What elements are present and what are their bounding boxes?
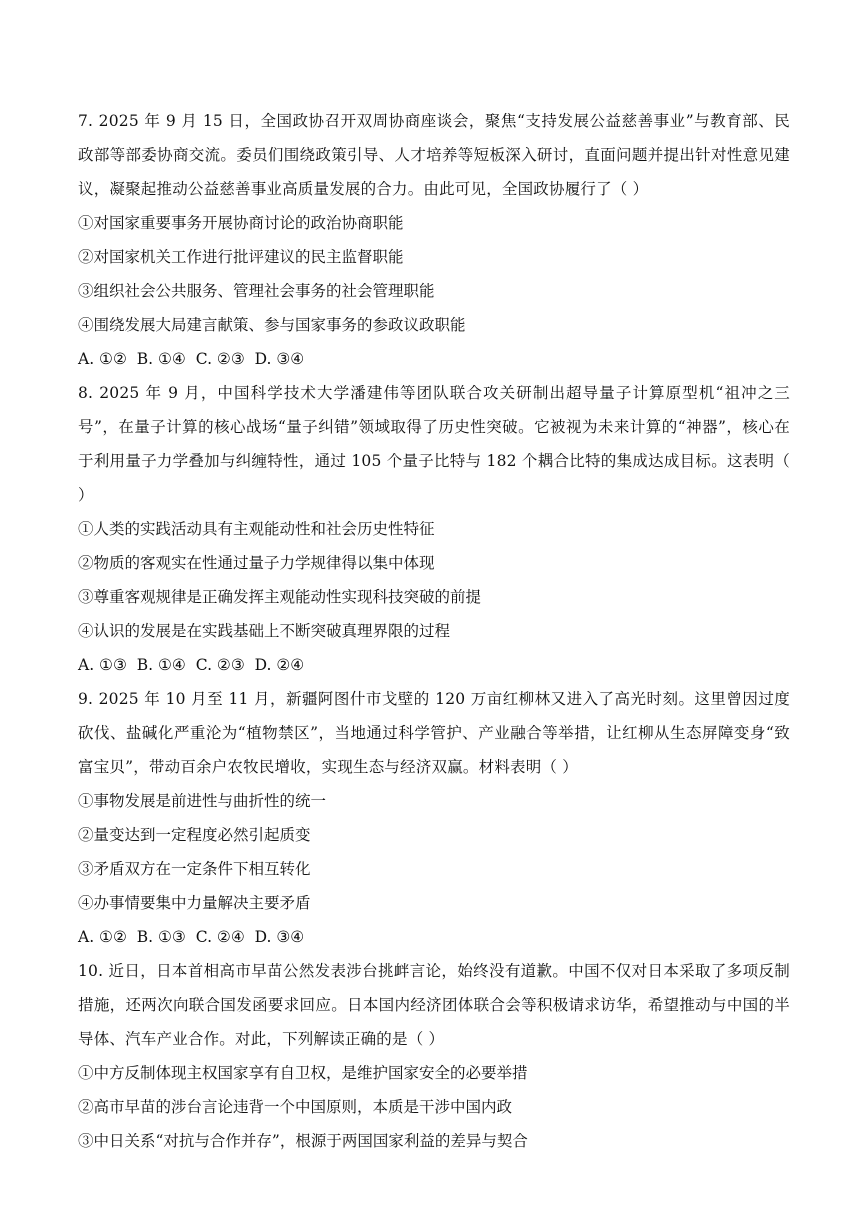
question-stem: 9. 2025 年 10 月至 11 月，新疆阿图什市戈壁的 120 万亩红柳林又进入了高光时刻。这里曾因过度砍伐、盐碱化严重沦为“植物禁区”，当地通过科学管护、产业融合等举措，让红柳从生态屏障变身“致富宝贝”，带动百余户农牧民增收，实现生态与经济双赢。材料表明（ ） (78, 690, 790, 776)
question-8 (78, 376, 790, 682)
statement-1: ①中方反制体现主权国家享有自卫权，是维护国家安全的必要举措 (78, 1064, 528, 1082)
answer-options (78, 342, 790, 376)
statement-2: ②量变达到一定程度必然引起质变 (78, 826, 311, 844)
question-list (78, 104, 790, 1158)
statement-3: ③矛盾双方在一定条件下相互转化 (78, 860, 311, 878)
option-b: B. ①④ (136, 656, 186, 674)
option-b: B. ①③ (136, 928, 186, 946)
question-stem: 8. 2025 年 9 月，中国科学技术大学潘建伟等团队联合攻关研制出超导量子计算原型机“祖冲之三号”，在量子计算的核心战场“量子纠错”领域取得了历史性突破。它被视为未来计算的“神器”，核心在于利用量子力学叠加与纠缠特性，通过 105 个量子比特与 182 个耦合比特的集成达成目标。这表明（ ） (78, 384, 790, 504)
option-c: C. ②③ (195, 656, 245, 674)
statement-4: ④认识的发展是在实践基础上不断突破真理界限的过程 (78, 622, 451, 640)
option-a: A. ①③ (78, 656, 127, 674)
option-a: A. ①② (78, 350, 127, 368)
statement-3: ③尊重客观规律是正确发挥主观能动性实现科技突破的前提 (78, 588, 482, 606)
option-d: D. ③④ (254, 928, 305, 946)
answer-options (78, 920, 790, 954)
option-d: D. ②④ (254, 656, 305, 674)
question-7 (78, 104, 790, 376)
statement-4: ④办事情要集中力量解决主要矛盾 (78, 894, 311, 912)
statement-4: ④围绕发展大局建言献策、参与国家事务的参政议政职能 (78, 316, 466, 334)
option-b: B. ①④ (136, 350, 186, 368)
statement-3: ③组织社会公共服务、管理社会事务的社会管理职能 (78, 282, 435, 300)
statement-1: ①对国家重要事务开展协商讨论的政治协商职能 (78, 214, 404, 232)
statement-2: ②物质的客观实在性通过量子力学规律得以集中体现 (78, 554, 435, 572)
question-stem: 7. 2025 年 9 月 15 日，全国政协召开双周协商座谈会，聚焦“支持发展公益慈善事业”与教育部、民政部等部委协商交流。委员们围绕政策引导、人才培养等短板深入研讨，直面问题并提出针对性意见建议，凝聚起推动公益慈善事业高质量发展的合力。由此可见，全国政协履行了（ ） (78, 112, 790, 198)
option-c: C. ②③ (195, 350, 245, 368)
statement-3: ③中日关系“对抗与合作并存”，根源于两国国家利益的差异与契合 (78, 1132, 528, 1150)
question-stem: 10. 近日，日本首相高市早苗公然发表涉台挑衅言论，始终没有道歉。中国不仅对日本采取了多项反制措施，还两次向联合国发函要求回应。日本国内经济团体联合会等积极请求访华，希望推动与中国的半导体、汽车产业合作。对此，下列解读正确的是（ ） (78, 962, 790, 1048)
option-a: A. ①② (78, 928, 127, 946)
statement-1: ①事物发展是前进性与曲折性的统一 (78, 792, 327, 810)
statement-2: ②高市早苗的涉台言论违背一个中国原则，本质是干涉中国内政 (78, 1098, 513, 1116)
option-d: D. ③④ (254, 350, 305, 368)
question-10 (78, 954, 790, 1158)
question-9 (78, 682, 790, 954)
option-c: C. ②④ (195, 928, 245, 946)
statement-2: ②对国家机关工作进行批评建议的民主监督职能 (78, 248, 404, 266)
statement-1: ①人类的实践活动具有主观能动性和社会历史性特征 (78, 520, 435, 538)
answer-options (78, 648, 790, 682)
